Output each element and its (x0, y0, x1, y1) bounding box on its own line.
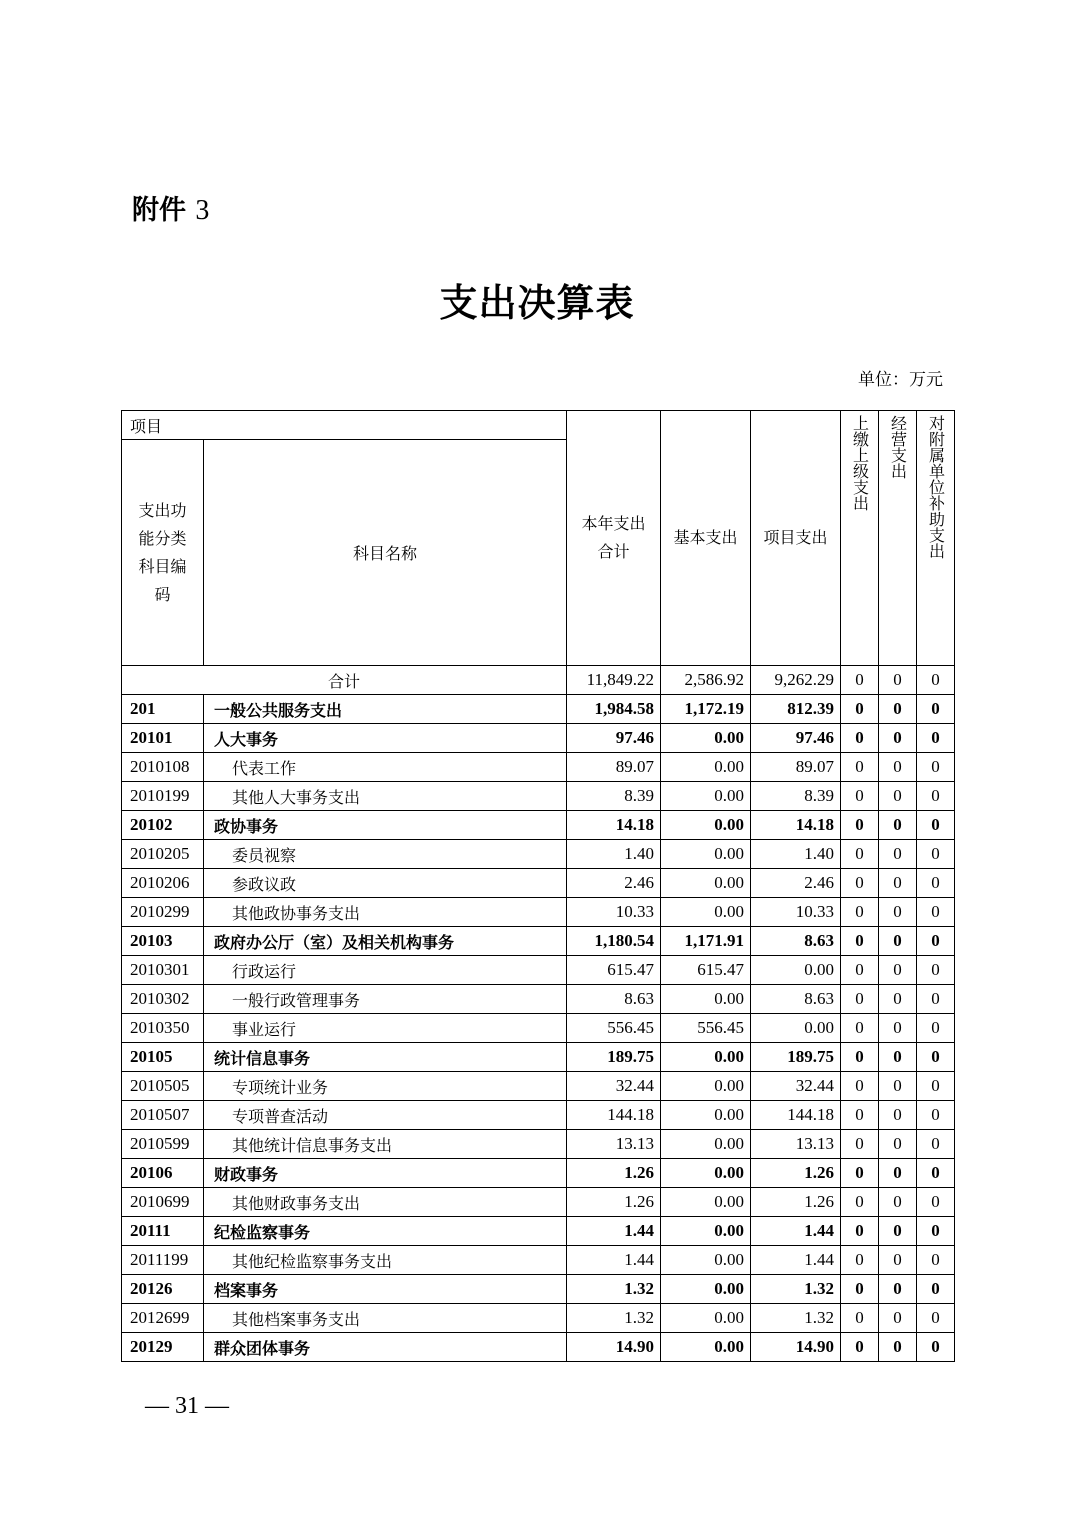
row-code: 2010599 (122, 1130, 204, 1159)
row-total: 97.46 (567, 724, 661, 753)
header-code-text: 支出功能分类科目编码 (138, 500, 187, 604)
table-row (122, 1275, 955, 1304)
table-row (122, 869, 955, 898)
row-total: 1.26 (567, 1188, 661, 1217)
row-subsidiary: 0 (917, 811, 955, 840)
row-subsidiary: 0 (917, 840, 955, 869)
row-code: 2010699 (122, 1188, 204, 1217)
row-project: 32.44 (751, 1072, 841, 1101)
row-upper: 0 (841, 956, 879, 985)
row-upper: 0 (841, 695, 879, 724)
table-row (122, 811, 955, 840)
header-business-text: 经营支出 (888, 415, 908, 479)
header-subsidiary (917, 411, 955, 666)
row-project: 0.00 (751, 956, 841, 985)
row-business: 0 (879, 956, 917, 985)
row-code: 2012699 (122, 1304, 204, 1333)
row-basic: 0.00 (661, 724, 751, 753)
total-project: 9,262.29 (751, 666, 841, 695)
row-name: 其他政协事务支出 (204, 898, 567, 927)
row-business: 0 (879, 1043, 917, 1072)
row-total: 13.13 (567, 1130, 661, 1159)
unit-label: 单位：万元 (858, 370, 943, 390)
row-project: 812.39 (751, 695, 841, 724)
table-row (122, 956, 955, 985)
total-basic: 2,586.92 (661, 666, 751, 695)
row-business: 0 (879, 1333, 917, 1362)
header-basic (661, 411, 751, 666)
row-name: 委员视察 (204, 840, 567, 869)
row-project: 10.33 (751, 898, 841, 927)
row-total: 8.63 (567, 985, 661, 1014)
row-upper: 0 (841, 1043, 879, 1072)
row-name: 事业运行 (204, 1014, 567, 1043)
row-total: 1.44 (567, 1246, 661, 1275)
row-code: 20103 (122, 927, 204, 956)
total-upper: 0 (841, 666, 879, 695)
row-business: 0 (879, 985, 917, 1014)
row-subsidiary: 0 (917, 1014, 955, 1043)
row-project: 1.44 (751, 1246, 841, 1275)
row-subsidiary: 0 (917, 869, 955, 898)
row-upper: 0 (841, 1014, 879, 1043)
row-basic: 0.00 (661, 1304, 751, 1333)
row-upper: 0 (841, 1333, 879, 1362)
attachment-label (132, 188, 209, 227)
row-code: 2010507 (122, 1101, 204, 1130)
row-project: 189.75 (751, 1043, 841, 1072)
row-code: 2010350 (122, 1014, 204, 1043)
table-row (122, 1304, 955, 1333)
row-subsidiary: 0 (917, 1188, 955, 1217)
header-upper-text: 上缴上级支出 (850, 415, 870, 511)
row-total: 89.07 (567, 753, 661, 782)
row-basic: 1,171.91 (661, 927, 751, 956)
row-total: 1,180.54 (567, 927, 661, 956)
row-subsidiary: 0 (917, 1333, 955, 1362)
table-row (122, 1130, 955, 1159)
row-upper: 0 (841, 782, 879, 811)
row-code: 2010108 (122, 753, 204, 782)
row-business: 0 (879, 695, 917, 724)
row-upper: 0 (841, 1188, 879, 1217)
row-basic: 0.00 (661, 869, 751, 898)
row-name: 其他财政事务支出 (204, 1188, 567, 1217)
row-upper: 0 (841, 1101, 879, 1130)
page-number: — 31 — (145, 1393, 229, 1419)
row-code: 2010299 (122, 898, 204, 927)
table-row (122, 1246, 955, 1275)
row-business: 0 (879, 1014, 917, 1043)
row-project: 1.26 (751, 1159, 841, 1188)
row-total: 32.44 (567, 1072, 661, 1101)
row-total: 1.26 (567, 1159, 661, 1188)
row-subsidiary: 0 (917, 1275, 955, 1304)
header-total (567, 411, 661, 666)
row-total: 556.45 (567, 1014, 661, 1043)
table-row (122, 695, 955, 724)
row-name: 行政运行 (204, 956, 567, 985)
row-business: 0 (879, 1246, 917, 1275)
header-name: 科目名称 (204, 440, 567, 666)
total-sum: 11,849.22 (567, 666, 661, 695)
row-project: 1.40 (751, 840, 841, 869)
row-project: 89.07 (751, 753, 841, 782)
row-business: 0 (879, 811, 917, 840)
row-project: 8.63 (751, 985, 841, 1014)
table-row (122, 1188, 955, 1217)
row-upper: 0 (841, 1217, 879, 1246)
row-total: 14.90 (567, 1333, 661, 1362)
row-code: 20129 (122, 1333, 204, 1362)
header-upper (841, 411, 879, 666)
row-basic: 0.00 (661, 1217, 751, 1246)
row-name: 其他人大事务支出 (204, 782, 567, 811)
row-business: 0 (879, 1130, 917, 1159)
row-upper: 0 (841, 927, 879, 956)
row-name: 参政议政 (204, 869, 567, 898)
row-subsidiary: 0 (917, 927, 955, 956)
row-code: 20102 (122, 811, 204, 840)
row-project: 1.32 (751, 1304, 841, 1333)
row-code: 20126 (122, 1275, 204, 1304)
header-row-1 (122, 411, 955, 440)
row-total: 1.40 (567, 840, 661, 869)
row-project: 1.32 (751, 1275, 841, 1304)
row-name: 一般行政管理事务 (204, 985, 567, 1014)
row-subsidiary: 0 (917, 695, 955, 724)
row-upper: 0 (841, 869, 879, 898)
row-total: 1,984.58 (567, 695, 661, 724)
row-name: 专项统计业务 (204, 1072, 567, 1101)
row-total: 10.33 (567, 898, 661, 927)
row-upper: 0 (841, 1159, 879, 1188)
header-business (879, 411, 917, 666)
table-row (122, 985, 955, 1014)
row-total: 615.47 (567, 956, 661, 985)
attachment-number: 3 (195, 195, 210, 226)
row-basic: 0.00 (661, 1130, 751, 1159)
row-basic: 0.00 (661, 1043, 751, 1072)
row-business: 0 (879, 1304, 917, 1333)
row-business: 0 (879, 1101, 917, 1130)
row-business: 0 (879, 724, 917, 753)
row-name: 政府办公厅（室）及相关机构事务 (204, 927, 567, 956)
row-business: 0 (879, 1275, 917, 1304)
row-total: 1.32 (567, 1304, 661, 1333)
row-code: 20106 (122, 1159, 204, 1188)
row-business: 0 (879, 1217, 917, 1246)
row-subsidiary: 0 (917, 1130, 955, 1159)
table-row (122, 753, 955, 782)
row-basic: 0.00 (661, 1333, 751, 1362)
expenditure-table (121, 410, 955, 1362)
row-business: 0 (879, 1159, 917, 1188)
row-basic: 0.00 (661, 1072, 751, 1101)
table-row (122, 927, 955, 956)
table-row (122, 840, 955, 869)
row-business: 0 (879, 869, 917, 898)
row-upper: 0 (841, 1275, 879, 1304)
row-upper: 0 (841, 753, 879, 782)
row-subsidiary: 0 (917, 1159, 955, 1188)
row-name: 统计信息事务 (204, 1043, 567, 1072)
row-name: 政协事务 (204, 811, 567, 840)
page-title: 支出决算表 (439, 280, 635, 325)
row-code: 2011199 (122, 1246, 204, 1275)
header-basic-text: 基本支出 (673, 528, 738, 547)
row-name: 其他纪检监察事务支出 (204, 1246, 567, 1275)
row-project: 13.13 (751, 1130, 841, 1159)
row-subsidiary: 0 (917, 753, 955, 782)
row-basic: 0.00 (661, 898, 751, 927)
row-name: 人大事务 (204, 724, 567, 753)
header-code (122, 440, 204, 666)
table-row (122, 1043, 955, 1072)
row-upper: 0 (841, 1072, 879, 1101)
table-row (122, 1333, 955, 1362)
row-subsidiary: 0 (917, 1101, 955, 1130)
row-name: 财政事务 (204, 1159, 567, 1188)
row-business: 0 (879, 927, 917, 956)
row-upper: 0 (841, 898, 879, 927)
table-row (122, 1217, 955, 1246)
row-subsidiary: 0 (917, 1043, 955, 1072)
row-project: 8.39 (751, 782, 841, 811)
row-upper: 0 (841, 985, 879, 1014)
table-row (122, 898, 955, 927)
row-code: 20105 (122, 1043, 204, 1072)
row-total: 144.18 (567, 1101, 661, 1130)
table-row (122, 1101, 955, 1130)
attachment-text: 附件 (132, 195, 186, 226)
row-upper: 0 (841, 724, 879, 753)
row-project: 1.26 (751, 1188, 841, 1217)
header-total-text: 本年支出合计 (581, 514, 646, 561)
row-name: 纪检监察事务 (204, 1217, 567, 1246)
row-basic: 0.00 (661, 1101, 751, 1130)
row-total: 8.39 (567, 782, 661, 811)
row-basic: 0.00 (661, 840, 751, 869)
row-subsidiary: 0 (917, 1304, 955, 1333)
row-basic: 0.00 (661, 1275, 751, 1304)
row-code: 2010301 (122, 956, 204, 985)
row-basic: 0.00 (661, 1159, 751, 1188)
row-code: 2010206 (122, 869, 204, 898)
row-name: 专项普查活动 (204, 1101, 567, 1130)
row-name: 其他档案事务支出 (204, 1304, 567, 1333)
table-row (122, 1159, 955, 1188)
row-business: 0 (879, 1072, 917, 1101)
row-total: 189.75 (567, 1043, 661, 1072)
row-project: 1.44 (751, 1217, 841, 1246)
row-business: 0 (879, 782, 917, 811)
row-total: 14.18 (567, 811, 661, 840)
row-project: 97.46 (751, 724, 841, 753)
table-row (122, 724, 955, 753)
row-basic: 0.00 (661, 1246, 751, 1275)
row-project: 2.46 (751, 869, 841, 898)
total-subsidiary: 0 (917, 666, 955, 695)
row-basic: 1,172.19 (661, 695, 751, 724)
row-code: 2010199 (122, 782, 204, 811)
row-upper: 0 (841, 1130, 879, 1159)
row-business: 0 (879, 753, 917, 782)
row-total: 2.46 (567, 869, 661, 898)
row-basic: 0.00 (661, 811, 751, 840)
header-project-text: 项目支出 (763, 528, 828, 547)
row-upper: 0 (841, 811, 879, 840)
header-project (751, 411, 841, 666)
row-total: 1.32 (567, 1275, 661, 1304)
table-row (122, 1014, 955, 1043)
row-project: 8.63 (751, 927, 841, 956)
row-name: 代表工作 (204, 753, 567, 782)
row-subsidiary: 0 (917, 1217, 955, 1246)
header-item: 项目 (122, 411, 567, 440)
row-subsidiary: 0 (917, 724, 955, 753)
row-total: 1.44 (567, 1217, 661, 1246)
row-code: 2010205 (122, 840, 204, 869)
row-project: 0.00 (751, 1014, 841, 1043)
row-basic: 0.00 (661, 985, 751, 1014)
row-basic: 556.45 (661, 1014, 751, 1043)
row-subsidiary: 0 (917, 985, 955, 1014)
total-row (122, 666, 955, 695)
row-project: 144.18 (751, 1101, 841, 1130)
row-business: 0 (879, 898, 917, 927)
row-subsidiary: 0 (917, 1072, 955, 1101)
row-code: 2010505 (122, 1072, 204, 1101)
total-business: 0 (879, 666, 917, 695)
row-code: 201 (122, 695, 204, 724)
row-upper: 0 (841, 1304, 879, 1333)
row-business: 0 (879, 1188, 917, 1217)
row-project: 14.90 (751, 1333, 841, 1362)
row-name: 其他统计信息事务支出 (204, 1130, 567, 1159)
header-subsidiary-text: 对附属单位补助支出 (926, 415, 946, 559)
row-basic: 615.47 (661, 956, 751, 985)
table-row (122, 1072, 955, 1101)
total-label: 合计 (122, 666, 567, 695)
row-basic: 0.00 (661, 782, 751, 811)
row-subsidiary: 0 (917, 898, 955, 927)
row-upper: 0 (841, 840, 879, 869)
row-upper: 0 (841, 1246, 879, 1275)
row-name: 一般公共服务支出 (204, 695, 567, 724)
row-subsidiary: 0 (917, 956, 955, 985)
row-subsidiary: 0 (917, 1246, 955, 1275)
row-code: 20111 (122, 1217, 204, 1246)
row-name: 档案事务 (204, 1275, 567, 1304)
row-basic: 0.00 (661, 1188, 751, 1217)
row-code: 2010302 (122, 985, 204, 1014)
table-row (122, 782, 955, 811)
row-name: 群众团体事务 (204, 1333, 567, 1362)
row-business: 0 (879, 840, 917, 869)
row-code: 20101 (122, 724, 204, 753)
row-subsidiary: 0 (917, 782, 955, 811)
row-project: 14.18 (751, 811, 841, 840)
row-basic: 0.00 (661, 753, 751, 782)
